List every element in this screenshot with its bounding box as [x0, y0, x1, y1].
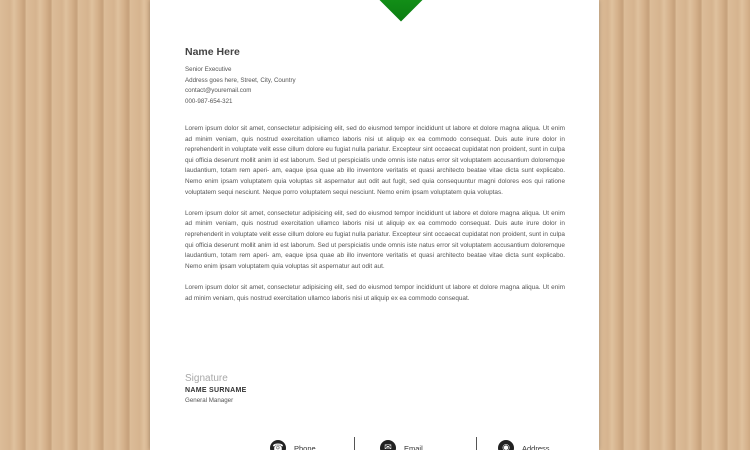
- footer-phone-label: Phone: [294, 443, 316, 450]
- email-icon: ✉: [380, 440, 396, 450]
- sender-email: contact@youremail.com: [185, 87, 252, 94]
- sender-phone: 000-987-654-321: [185, 97, 233, 105]
- signature-block: [185, 373, 247, 404]
- body-paragraph-3: Lorem ipsum dolor sit amet, consectetur adipisicing elit, sed do eiusmod tempor incididunt ut labore et dolore magna aliqua. Ut enim ad minim veniam, quis nostrud exercitation ullamco laboris nisi ut aliquip ex ea commodo consequat.: [185, 283, 565, 302]
- body-paragraph-1: Lorem ipsum dolor sit amet, consectetur adipisicing elit, sed do eiusmod tempor incididunt ut labore et dolore magna aliqua. Ut enim ad minim veniam, quis nostrud exercitation ullamco laboris nisi ut aliquip ex ea commodo consequat. Duis aute irure dolor in reprehenderit in voluptate velit esse cillum dolore eu fugiat nulla pariatur. Excepteur sint occaecat cupidatat non proident, sunt in culpa qui officia deserunt mollit anim id est laborum. Sed ut perspiciatis unde omnis iste natus error sit voluptatem accusantium doloremque laudantium, totam rem aperi- am, eaque ipsa quae ab illo inventore veritatis et quasi architecto beatae vitae dicta sunt explicabo. Nemo enim ipsam voluptatem quia voluptas sit aspernatur aut odit aut fugit, sed quia consequuntur magni dolores eos qui ratione voluptatem sequi nesciunt. Neque porro voluptatem sequi nesciunt. Nemo enim ipsam voluptatem quia voluptas.: [185, 125, 565, 196]
- footer-phone: [270, 440, 316, 450]
- location-pin-icon: ◉: [498, 440, 514, 450]
- sender-address: Address goes here, Street, City, Country: [185, 76, 296, 84]
- footer-address: [498, 440, 550, 450]
- footer-address-label: Address: [522, 443, 550, 450]
- letter-body: [185, 124, 565, 315]
- signature-title: General Manager: [185, 397, 234, 404]
- sender-title: Senior Executive: [185, 66, 232, 73]
- footer-divider: [354, 437, 355, 450]
- footer-email-label: Email: [404, 443, 423, 450]
- contact-footer: [270, 437, 570, 450]
- footer-email: [380, 440, 423, 450]
- footer-divider: [476, 437, 477, 450]
- sender-block: [185, 46, 485, 107]
- signature-name: NAME SURNAME: [185, 387, 247, 394]
- logo-diamond: [376, 0, 427, 21]
- letterhead-page: [150, 0, 599, 450]
- signature-label: Signature: [185, 373, 228, 384]
- phone-icon: ☎: [270, 440, 286, 450]
- sender-name: Name Here: [185, 46, 240, 58]
- body-paragraph-2: Lorem ipsum dolor sit amet, consectetur adipisicing elit, sed do eiusmod tempor incididunt ut labore et dolore magna aliqua. Ut enim ad minim veniam, quis nostrud exercitation ullamco laboris nisi ut aliquip ex ea commodo consequat. Duis aute irure dolor in reprehenderit in voluptate velit esse cillum dolore eu fugiat nulla pariatur. Excepteur sint occaecat cupidatat non proident, sunt in culpa qui officia deserunt mollit anim id est laborum. Sed ut perspiciatis unde omnis iste natus error sit voluptatem accusantium doloremque laudantium, totam rem aperi- am, eaque ipsa quae ab illo inventore veritatis et quasi architecto beatae vitae dicta sunt explicabo. Nemo enim ipsam voluptatem quia voluptas sit aspernatur aut odit aut.: [185, 209, 565, 270]
